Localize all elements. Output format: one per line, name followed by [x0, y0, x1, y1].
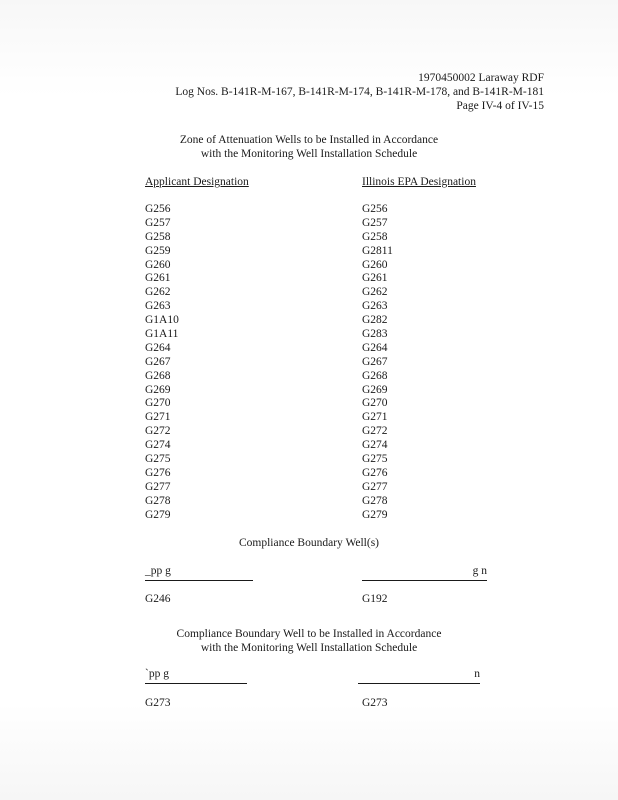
iepa-well-id: G263 [362, 300, 388, 313]
applicant-well-id: G272 [145, 425, 171, 438]
applicant-well-id: G260 [145, 258, 171, 271]
applicant-well-id: G263 [145, 300, 171, 313]
applicant-well-id: G264 [145, 341, 171, 354]
applicant-well-id: G270 [145, 397, 171, 410]
section3-applicant-header: `pp g [145, 668, 247, 684]
applicant-well-id: G1A10 [145, 314, 179, 327]
applicant-well-id: G276 [145, 466, 171, 479]
iepa-well-id: G257 [362, 216, 388, 229]
iepa-well-id: G269 [362, 383, 388, 396]
iepa-well-id: G2811 [362, 244, 393, 257]
iepa-well-id: G258 [362, 230, 388, 243]
iepa-designation-header: Illinois EPA Designation [362, 176, 476, 188]
section3-iepa-header: n [358, 668, 480, 684]
iepa-well-id: G276 [362, 466, 388, 479]
applicant-well-id: G262 [145, 286, 171, 299]
applicant-well-id: G271 [145, 411, 171, 424]
section3-iepa-value: G273 [362, 697, 388, 709]
iepa-well-id: G272 [362, 425, 388, 438]
iepa-well-id: G271 [362, 411, 388, 424]
applicant-well-id: G259 [145, 244, 171, 257]
iepa-well-id: G270 [362, 397, 388, 410]
header-permit-line: 1970450002 Laraway RDF [418, 72, 544, 84]
applicant-well-id: G277 [145, 480, 171, 493]
applicant-well-id: G267 [145, 355, 171, 368]
section2-iepa-header: g n [362, 565, 487, 581]
section2-title: Compliance Boundary Well(s) [238, 537, 380, 549]
applicant-well-id: G261 [145, 272, 171, 285]
iepa-well-id: G275 [362, 453, 388, 466]
iepa-well-id: G264 [362, 341, 388, 354]
header-page-number: Page IV-4 of IV-15 [456, 99, 544, 112]
iepa-well-id: G268 [362, 369, 388, 382]
applicant-well-id: G274 [145, 439, 171, 452]
iepa-designation-list [362, 203, 393, 522]
iepa-well-id: G279 [362, 508, 388, 521]
iepa-well-id: G283 [362, 328, 388, 341]
section3-title-line1: Compliance Boundary Well to be Installed in Accordance [176, 628, 442, 640]
section2-iepa-value: G192 [362, 593, 388, 605]
section3-title-line2: with the Monitoring Well Installation Schedule [200, 642, 418, 654]
applicant-designation-header: Applicant Designation [145, 176, 249, 188]
applicant-designation-list [145, 203, 179, 522]
iepa-well-id: G282 [362, 314, 388, 327]
iepa-well-id: G277 [362, 480, 388, 493]
section1-title-line1: Zone of Attenuation Wells to be Installed in Accordance [179, 134, 439, 146]
iepa-well-id: G278 [362, 494, 388, 507]
section1-title-line2: with the Monitoring Well Installation Schedule [200, 148, 418, 160]
applicant-well-id: G268 [145, 369, 171, 382]
section2-applicant-value: G246 [145, 593, 171, 605]
page-header [175, 72, 544, 114]
section3-applicant-value: G273 [145, 697, 171, 709]
applicant-well-id: G257 [145, 216, 171, 229]
applicant-well-id: G258 [145, 230, 171, 243]
applicant-well-id: G279 [145, 508, 171, 521]
applicant-well-id: G269 [145, 383, 171, 396]
iepa-well-id: G262 [362, 286, 388, 299]
iepa-well-id: G267 [362, 355, 388, 368]
section2-applicant-header: _pp g [145, 565, 253, 581]
iepa-well-id: G260 [362, 258, 388, 271]
applicant-well-id: G278 [145, 494, 171, 507]
iepa-well-id: G256 [362, 203, 388, 215]
iepa-well-id: G261 [362, 272, 388, 285]
applicant-well-id: G275 [145, 453, 171, 466]
iepa-well-id: G274 [362, 439, 388, 452]
header-log-numbers: Log Nos. B-141R-M-167, B-141R-M-174, B-141R-M-178, and B-141R-M-181 [175, 85, 544, 98]
applicant-well-id: G256 [145, 203, 171, 215]
applicant-well-id: G1A11 [145, 328, 179, 341]
